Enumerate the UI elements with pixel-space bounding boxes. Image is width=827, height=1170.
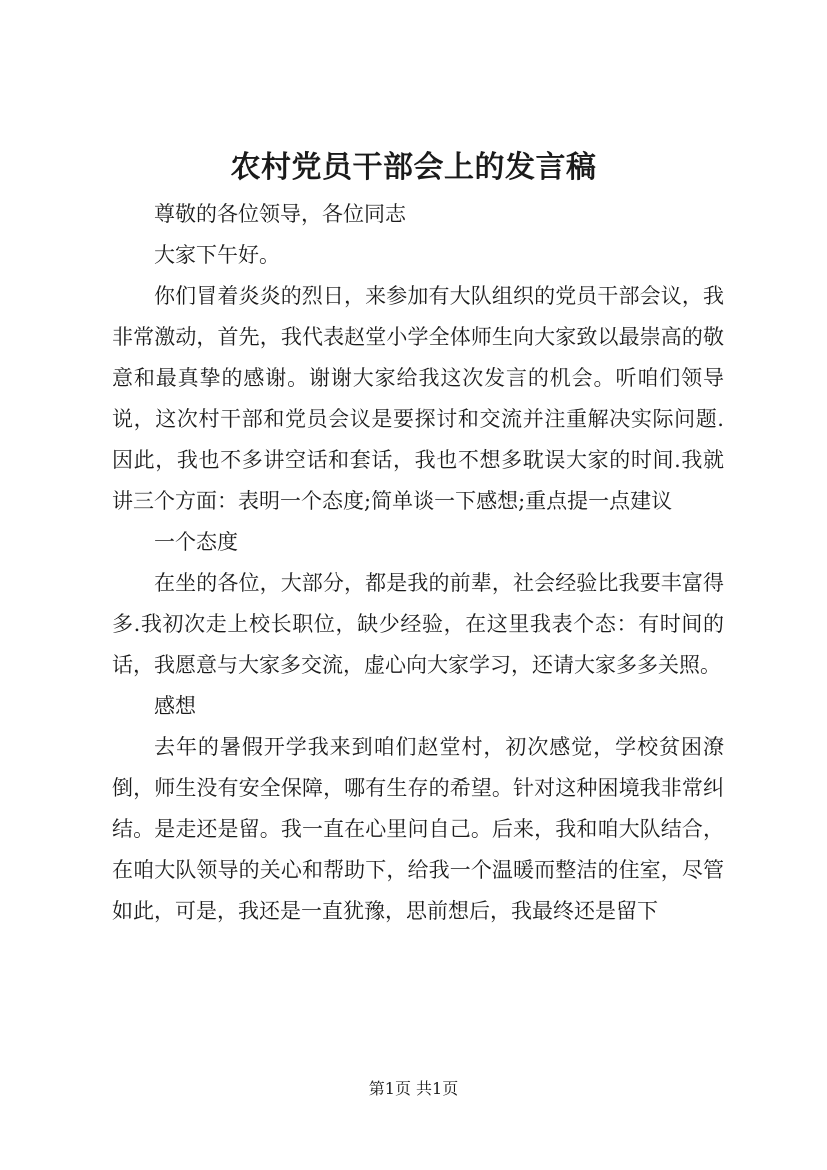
intro-paragraph: 你们冒着炎炎的烈日，来参加有大队组织的党员干部会议，我非常激动，首先，我代表赵堂小学全体师生向大家致以最崇高的敬意和最真挚的感谢。谢谢大家给我这次发言的机会。听咱们领导说，这次村干部和党员会议是要探讨和交流并注重解决实际问题.因此，我也不多讲空话和套话，我也不想多耽误大家的时间.我就讲三个方面：表明一个态度;简单谈一下感想;重点提一点建议 bbox=[112, 284, 724, 513]
attitude-paragraph: 在坐的各位，大部分，都是我的前辈，社会经验比我要丰富得多.我初次走上校长职位，缺少经验，在这里我表个态：有时间的话，我愿意与大家多交流，虚心向大家学习，还请大家多多关照。 bbox=[112, 571, 724, 677]
document-title: 农村党员干部会上的发言稿 bbox=[230, 150, 597, 185]
salutation: 尊敬的各位领导，各位同志 bbox=[154, 202, 406, 226]
page-footer: 第1页 共1页 bbox=[368, 1079, 459, 1098]
document-body bbox=[112, 194, 724, 932]
section-heading-attitude: 一个态度 bbox=[154, 530, 238, 554]
section-heading-thoughts: 感想 bbox=[154, 694, 196, 718]
thoughts-paragraph: 去年的暑假开学我来到咱们赵堂村，初次感觉，学校贫困潦倒，师生没有安全保障，哪有生存的希望。针对这种困境我非常纠结。是走还是留。我一直在心里问自己。后来，我和咱大队结合，在咱大队领导的关心和帮助下，给我一个温暖而整洁的住室，尽管如此，可是，我还是一直犹豫，思前想后，我最终还是留下 bbox=[112, 735, 724, 923]
greeting: 大家下午好。 bbox=[154, 243, 280, 267]
